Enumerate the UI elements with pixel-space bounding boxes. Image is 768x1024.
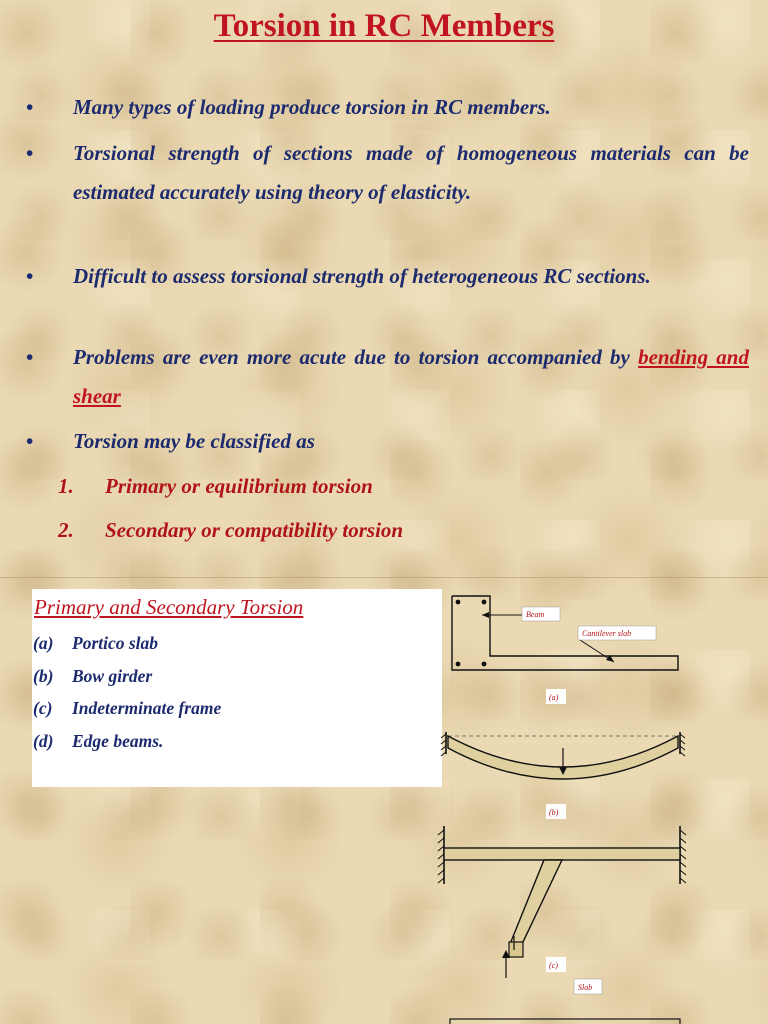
left-wall-hatch bbox=[438, 830, 444, 883]
torsion-diagrams bbox=[430, 588, 768, 1024]
main-beam bbox=[444, 848, 680, 860]
list-item bbox=[33, 666, 152, 687]
item-text: Indeterminate frame bbox=[72, 698, 222, 718]
rebar-dot bbox=[456, 662, 461, 667]
item-label: (a) bbox=[33, 633, 54, 653]
torsion-types-box bbox=[32, 589, 442, 787]
bullet-marker: • bbox=[26, 264, 34, 288]
rebar-dot bbox=[482, 600, 487, 605]
indeterminate-frame-figure bbox=[438, 826, 686, 994]
item-text: Edge beams. bbox=[72, 731, 164, 751]
item-label: (b) bbox=[33, 666, 54, 686]
bullet-marker: • bbox=[26, 345, 34, 369]
member-end bbox=[509, 942, 523, 957]
caption-a: (a) bbox=[549, 693, 559, 702]
bullet-marker: • bbox=[26, 429, 34, 453]
item-label: (c) bbox=[33, 698, 53, 718]
right-wall-hatch bbox=[680, 830, 686, 883]
box-heading: Primary and Secondary Torsion bbox=[34, 595, 304, 619]
bullet-text: Torsion may be classified as bbox=[73, 429, 315, 453]
list-item bbox=[33, 633, 158, 654]
classification-number: 1. bbox=[58, 474, 74, 498]
classification-text: Primary or equilibrium torsion bbox=[105, 474, 373, 498]
portico-slab-figure bbox=[452, 596, 678, 704]
rebar-dot bbox=[456, 600, 461, 605]
rebar-dot bbox=[482, 662, 487, 667]
divider bbox=[0, 577, 768, 578]
cantilever-label: Cantilever slab bbox=[582, 629, 632, 638]
list-item bbox=[33, 731, 163, 752]
edge-beam-figure-top bbox=[450, 1019, 680, 1024]
classification-text: Secondary or compatibility torsion bbox=[105, 518, 404, 542]
item-label: (d) bbox=[33, 731, 54, 751]
bending-and-shear-link[interactable]: bending and shear bbox=[73, 345, 749, 408]
caption-c: (c) bbox=[549, 961, 558, 970]
beam-label: Beam bbox=[526, 610, 545, 619]
page-title: Torsion in RC Members bbox=[213, 8, 555, 44]
bullet-text: Difficult to assess torsional strength of heterogeneous RC sections. bbox=[73, 264, 651, 288]
cross-member bbox=[510, 860, 562, 944]
list-item bbox=[33, 698, 221, 719]
item-text: Portico slab bbox=[72, 633, 159, 653]
bullet-marker: • bbox=[26, 141, 34, 165]
item-text: Bow girder bbox=[72, 666, 153, 686]
bullet-text-main: Problems are even more acute due to torsion accompanied by bbox=[73, 345, 630, 369]
slab-label: Slab bbox=[578, 983, 593, 992]
caption-b: (b) bbox=[549, 808, 559, 817]
bullet-text: Torsional strength of sections made of homogeneous materials can be estimated accurately using theory of elasticity. bbox=[73, 141, 749, 204]
bullet-text: Many types of loading produce torsion in RC members. bbox=[73, 95, 551, 119]
bow-girder-figure bbox=[441, 732, 685, 819]
bullet-text bbox=[73, 338, 749, 416]
bullet-marker: • bbox=[26, 95, 34, 119]
arrow-head bbox=[482, 612, 489, 618]
classification-number: 2. bbox=[58, 518, 74, 542]
